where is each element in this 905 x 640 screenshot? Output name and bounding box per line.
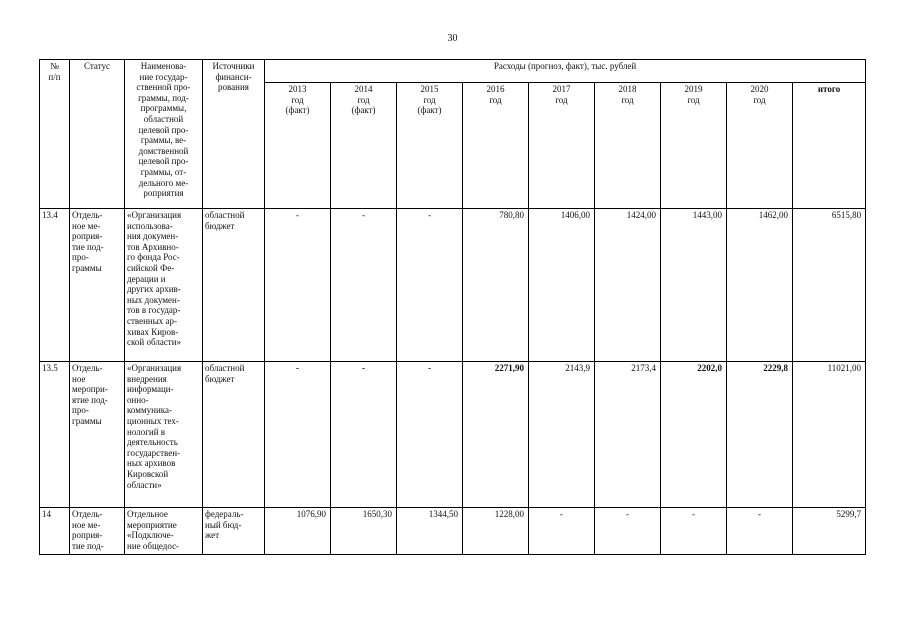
row-source: федераль- ный бюд- жет [203, 508, 265, 555]
header-year-2015: 2015 год (факт) [397, 83, 463, 209]
row-value-2016: 780,80 [463, 209, 529, 362]
header-row [40, 60, 866, 83]
header-year-2020: 2020 год [727, 83, 793, 209]
row-value-2019: - [661, 508, 727, 555]
header-year-2014: 2014 год (факт) [331, 83, 397, 209]
row-value-2018: 1424,00 [595, 209, 661, 362]
row-value-2018: - [595, 508, 661, 555]
row-status: Отдель- ное ме- роприя- тие под- про- граммы [70, 209, 125, 362]
row-value-2019: 2202,0 [661, 362, 727, 508]
row-value-2013: - [265, 362, 331, 508]
header-num: № п/п [40, 60, 70, 209]
row-value-2020: 2229,8 [727, 362, 793, 508]
row-value-2015: - [397, 362, 463, 508]
header-name: Наименова- ние государ- ственной про- граммы, под- программы, областной целевой про- граммы, ве- домственной целевой про- граммы, от- дельного ме- роприятия [125, 60, 203, 209]
row-total: 5299,7 [793, 508, 866, 555]
header-year-2013: 2013 год (факт) [265, 83, 331, 209]
page-number: 30 [447, 33, 458, 44]
row-value-2019: 1443,00 [661, 209, 727, 362]
row-total: 11021,00 [793, 362, 866, 508]
header-status: Статус [70, 60, 125, 209]
row-value-2015: - [397, 209, 463, 362]
row-value-2017: - [529, 508, 595, 555]
header-year-2017: 2017 год [529, 83, 595, 209]
row-value-2016: 2271,90 [463, 362, 529, 508]
row-value-2016: 1228,00 [463, 508, 529, 555]
row-value-2017: 2143,9 [529, 362, 595, 508]
budget-table [39, 59, 866, 555]
row-status: Отдель- ное меропри- ятие под- про- граммы [70, 362, 125, 508]
row-value-2015: 1344,50 [397, 508, 463, 555]
row-value-2017: 1406,00 [529, 209, 595, 362]
row-name: «Организация использова- ния докумен- тов Архивно- го фонда Рос- сийской Фе- дерации и других архив- ных докумен- тов в государ- ственных ар- хивах Киров- ской области» [125, 209, 203, 362]
row-num: 14 [40, 508, 70, 555]
row-total: 6515,80 [793, 209, 866, 362]
row-name: Отдельное мероприятие «Подключе- ние общедос- [125, 508, 203, 555]
row-source: областной бюджет [203, 362, 265, 508]
row-source: областной бюджет [203, 209, 265, 362]
table-row [40, 508, 866, 555]
row-value-2013: - [265, 209, 331, 362]
table-row [40, 362, 866, 508]
header-total: итого [793, 83, 866, 209]
row-value-2020: 1462,00 [727, 209, 793, 362]
row-value-2013: 1076,90 [265, 508, 331, 555]
table-row [40, 209, 866, 362]
row-value-2014: 1650,30 [331, 508, 397, 555]
row-num: 13.5 [40, 362, 70, 508]
row-value-2018: 2173,4 [595, 362, 661, 508]
header-year-2016: 2016 год [463, 83, 529, 209]
header-year-2018: 2018 год [595, 83, 661, 209]
row-name: «Организация внедрения информаци- онно- коммуника- ционных тех- нологий в деятельность государствен- ных архивов Кировской области» [125, 362, 203, 508]
row-status: Отдель- ное ме- роприя- тие под- [70, 508, 125, 555]
row-num: 13.4 [40, 209, 70, 362]
row-value-2014: - [331, 362, 397, 508]
row-value-2020: - [727, 508, 793, 555]
header-source: Источники финанси- рования [203, 60, 265, 209]
header-year-2019: 2019 год [661, 83, 727, 209]
row-value-2014: - [331, 209, 397, 362]
header-expenses: Расходы (прогноз, факт), тыс. рублей [265, 60, 866, 83]
